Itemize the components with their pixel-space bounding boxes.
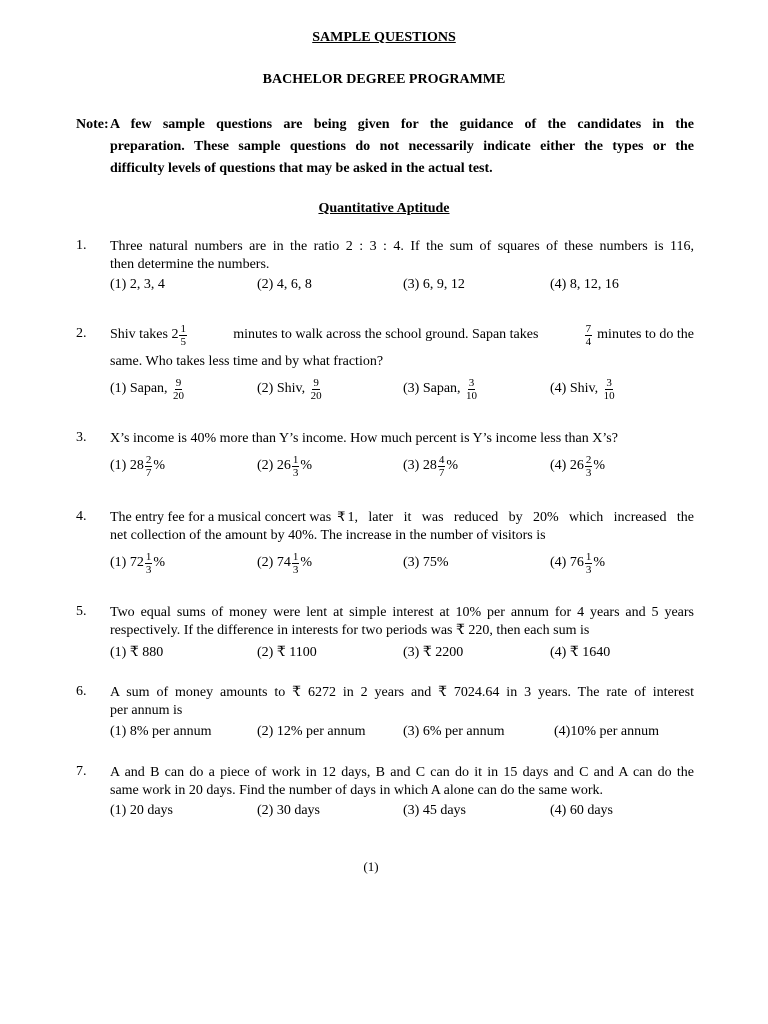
option-label: (1) 72 [110,555,144,570]
question-line: same. Who takes less time and by what fraction? [110,354,384,369]
question-number: 6. [76,684,87,699]
denominator: 4 [585,335,592,348]
numerator: 1 [585,550,592,563]
option-label: (4) 76 [550,555,584,570]
answer-option[interactable] [110,450,165,482]
denominator: 3 [292,466,299,479]
note-line: difficulty levels of questions that may be asked in the actual test. [110,161,493,176]
option-suffix: % [593,555,605,570]
fraction [145,454,153,479]
answer-options [110,547,694,579]
answer-option[interactable]: (4) ₹ 1640 [550,644,611,660]
numerator: 2 [585,453,592,466]
fraction [145,551,153,576]
question-line: same work in 20 days. Find the number of days in which A alone can do the same work. [110,783,604,798]
question-text [110,764,694,800]
answer-options [110,450,694,482]
denominator: 3 [145,563,152,576]
answer-options [110,274,694,296]
question-text [110,684,694,720]
question-fragment-text: minutes to do the [597,327,694,342]
answer-option[interactable]: (2) 30 days [257,803,320,818]
option-label: (4) 26 [550,458,584,473]
numerator: 2 [145,453,152,466]
question-number: 5. [76,604,87,619]
fraction [179,323,187,348]
option-label: (4) Shiv, [550,381,599,396]
fraction [585,323,593,348]
answer-option[interactable]: (2) 4, 6, 8 [257,277,312,292]
fraction [465,377,478,402]
answer-option[interactable]: (4) 8, 12, 16 [550,277,619,292]
answer-option[interactable] [403,547,449,579]
answer-option[interactable] [257,450,312,482]
denominator: 3 [292,563,299,576]
answer-option[interactable]: (3) 6% per annum [403,724,505,739]
option-label: (2) 74 [257,555,291,570]
note-line: A few sample questions are being given for the guidance of the candidates in the [110,117,694,132]
question-number: 2. [76,326,87,341]
answer-option[interactable]: (1) 20 days [110,803,173,818]
denominator: 20 [173,389,185,402]
question-line: A sum of money amounts to ₹ 6272 in 2 years and ₹ 7024.64 in 3 years. The rate of interest [110,685,694,700]
document-title: SAMPLE QUESTIONS [312,30,456,45]
fraction [310,377,323,402]
numerator: 7 [585,322,592,335]
option-suffix: % [300,555,312,570]
answer-option[interactable]: (2) 12% per annum [257,724,366,739]
answer-option[interactable] [257,373,324,405]
option-label: (2) Shiv, [257,381,306,396]
rupee-symbol: ₹ [337,510,346,525]
question-text [110,238,694,274]
fraction [292,454,300,479]
question-fragment [331,509,694,527]
denominator: 3 [585,466,592,479]
option-label: (2) 26 [257,458,291,473]
question-line [110,509,694,527]
answer-option[interactable] [550,450,605,482]
question-text [110,604,694,640]
numerator: 4 [438,453,445,466]
denominator: 5 [180,335,186,348]
denominator: 7 [438,466,445,479]
answer-option[interactable]: (1) ₹ 880 [110,644,164,660]
numerator: 1 [292,453,299,466]
page-number: (1) [363,859,379,874]
question-fragment [584,323,694,348]
answer-options [110,722,694,742]
answer-option[interactable] [403,450,458,482]
answer-option[interactable] [550,547,605,579]
denominator: 20 [310,389,322,402]
option-suffix: % [153,555,165,570]
option-label: (3) Sapan, [403,381,461,396]
option-suffix: % [153,458,165,473]
fraction [292,551,300,576]
answer-option[interactable]: (3) ₹ 2200 [403,644,464,660]
question-line: net collection of the amount by 40%. The increase in the number of visitors is [110,528,546,543]
note-body [110,114,694,180]
answer-option[interactable] [403,373,479,405]
question-fragment-text: Shiv takes 2 [110,327,179,342]
numerator: 3 [468,376,475,389]
denominator: 3 [585,563,592,576]
denominator: 7 [145,466,152,479]
question-line [110,318,694,352]
numerator: 1 [180,322,186,335]
question-number: 1. [76,238,87,253]
answer-option[interactable]: (4)10% per annum [554,724,659,739]
question-number: 7. [76,764,87,779]
question-text [110,509,694,545]
question-line: then determine the numbers. [110,257,270,272]
question-line: X’s income is 40% more than Y’s income. How much percent is Y’s income less than X’s? [110,431,618,446]
option-label: (1) Sapan, [110,381,168,396]
question-text [110,318,694,371]
note-label: Note: [76,117,109,132]
question-text [110,430,694,448]
answer-option[interactable] [550,373,617,405]
answer-option[interactable]: (1) 8% per annum [110,724,212,739]
question-line: per annum is [110,703,183,718]
question-line: respectively. If the difference in interests for two periods was ₹ 220, then each sum is [110,623,590,638]
option-label: (3) 75% [403,555,449,570]
fraction [585,454,593,479]
numerator: 9 [313,376,319,389]
question-line: A and B can do a piece of work in 12 days, B and C can do it in 15 days and C and A can do the [110,765,694,780]
answer-option[interactable] [110,373,186,405]
answer-option[interactable]: (2) ₹ 1100 [257,644,317,660]
denominator: 10 [603,389,615,402]
numerator: 1 [145,550,152,563]
section-title: Quantitative Aptitude [318,201,450,216]
denominator: 10 [466,389,478,402]
option-suffix: % [300,458,312,473]
fraction [603,377,616,402]
answer-option[interactable]: (3) 45 days [403,803,466,818]
option-suffix: % [446,458,458,473]
answer-options [110,642,694,662]
option-label: (3) 28 [403,458,437,473]
numerator: 3 [606,376,612,389]
option-label: (1) 28 [110,458,144,473]
question-fragment [110,323,188,348]
answer-option[interactable]: (1) 2, 3, 4 [110,277,165,292]
answer-option[interactable] [110,547,165,579]
note-line: preparation. These sample questions do not necessarily indicate either the types or the [110,139,694,154]
question-fragment-text: 1, later it was reduced by 20% which increased the [347,510,694,525]
numerator: 9 [175,376,182,389]
answer-options [110,801,694,821]
question-number: 3. [76,430,87,445]
answer-option[interactable] [257,547,312,579]
numerator: 1 [292,550,299,563]
fraction [172,377,185,402]
answer-options [110,373,694,405]
answer-option[interactable]: (3) 6, 9, 12 [403,277,465,292]
question-fragment-text: The entry fee for a musical concert was [110,510,332,525]
answer-option[interactable]: (4) 60 days [550,803,613,818]
question-fragment-text: minutes to walk across the school ground. Sapan takes [233,327,539,342]
programme-title: BACHELOR DEGREE PROGRAMME [262,72,506,87]
question-number: 4. [76,509,87,524]
fraction [585,551,593,576]
question-line: Three natural numbers are in the ratio 2 : 3 : 4. If the sum of squares of these numbers is 116, [110,239,694,254]
option-suffix: % [593,458,605,473]
fraction [438,454,446,479]
question-line: Two equal sums of money were lent at simple interest at 10% per annum for 4 years and 5 years [110,605,694,620]
